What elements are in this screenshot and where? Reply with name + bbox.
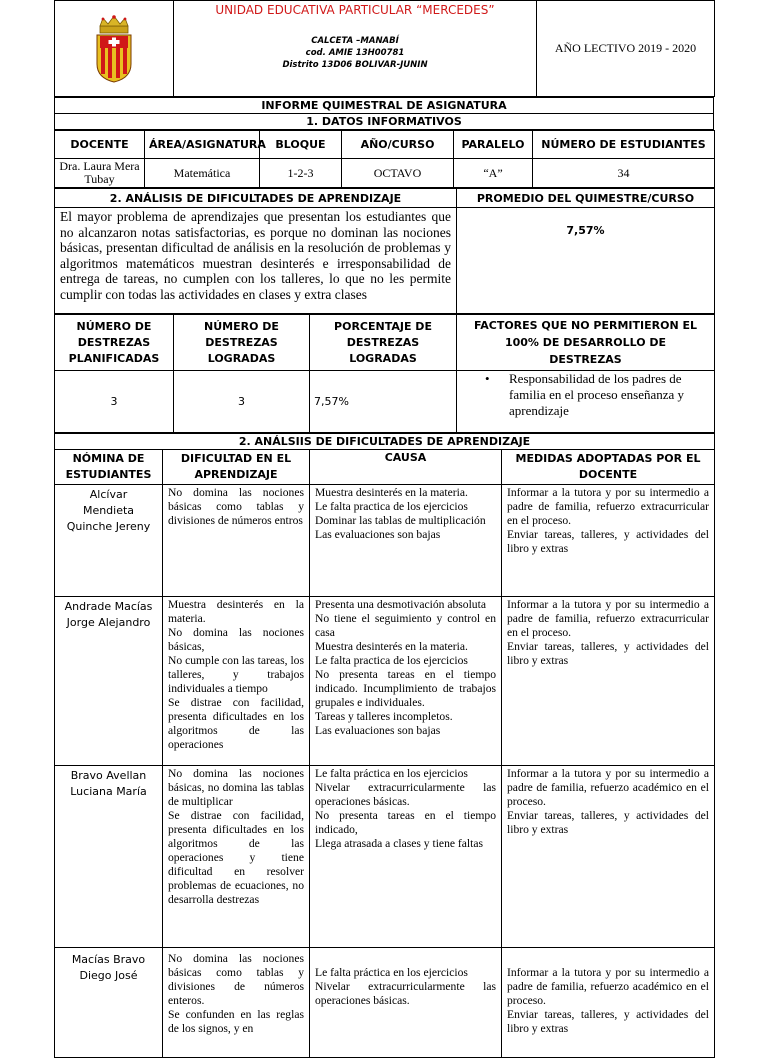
student-cause: Muestra desinterés en la materia. Le falta practica de los ejercicios Dominar las tablas de multiplicación Las evaluaciones son bajas bbox=[310, 485, 502, 597]
school-amie-code: cod. AMIE 13H00781 bbox=[305, 48, 405, 58]
school-name: UNIDAD EDUCATIVA PARTICULAR “MERCEDES” bbox=[215, 3, 495, 17]
skills-table bbox=[54, 314, 715, 433]
info-teacher: Dra. Laura Mera Tubay bbox=[55, 159, 145, 188]
table-row bbox=[55, 597, 715, 766]
student-name: Macías Bravo Diego José bbox=[55, 948, 163, 1058]
school-crest-icon bbox=[92, 14, 136, 84]
info-student-count: 34 bbox=[533, 159, 715, 188]
section1-title: 1. DATOS INFORMATIVOS bbox=[55, 114, 714, 130]
col-header-students: NÓMINA DE ESTUDIANTES bbox=[55, 450, 163, 485]
student-difficulty: No domina las nociones básicas, no domina las tablas de multiplicar Se distrae con facilidad, presenta dificultades en los algoritmos de las operaciones y tiene dificultad en resolver problemas de ecuaciones, no desarrolla destrezas bbox=[163, 766, 310, 948]
report-title: INFORME QUIMESTRAL DE ASIGNATURA bbox=[55, 98, 714, 114]
skills-header-planned: NÚMERO DE DESTREZAS PLANIFICADAS bbox=[55, 315, 174, 371]
student-name: Andrade Macías Jorge Alejandro bbox=[55, 597, 163, 766]
school-year-cell bbox=[537, 1, 715, 97]
skills-factor-item bbox=[457, 371, 715, 433]
student-measures: Informar a la tutora y por su intermedio a padre de familia, refuerzo extracurricular en el proceso. Enviar tareas, talleres, y actividades del libro y extras bbox=[502, 597, 715, 766]
table-row bbox=[55, 948, 715, 1058]
info-header-course: AÑO/CURSO bbox=[342, 131, 454, 159]
skills-percentage: 7,57% bbox=[310, 371, 457, 433]
difficulties-table bbox=[54, 433, 715, 1058]
col-header-measures: MEDIDAS ADOPTADAS POR EL DOCENTE bbox=[502, 450, 715, 485]
info-header-area: ÁREA/ASIGNATURA bbox=[145, 131, 260, 159]
student-measures: Informar a la tutora y por su intermedio a padre de familia, refuerzo académico en el proceso. Enviar tareas, talleres, y actividades del libro y extras bbox=[502, 766, 715, 948]
skills-factor-text: Responsabilidad de los padres de familia en el proceso enseñanza y aprendizaje bbox=[509, 371, 685, 418]
skills-header-achieved: NÚMERO DE DESTREZAS LOGRADAS bbox=[174, 315, 310, 371]
student-measures: Informar a la tutora y por su intermedio a padre de familia, refuerzo académico en el proceso. Enviar tareas, talleres, y actividades del libro y extras bbox=[502, 948, 715, 1058]
skills-achieved: 3 bbox=[174, 371, 310, 433]
skills-planned: 3 bbox=[55, 371, 174, 433]
info-block: 1-2-3 bbox=[260, 159, 342, 188]
info-course: OCTAVO bbox=[342, 159, 454, 188]
average-title: PROMEDIO DEL QUIMESTRE/CURSO bbox=[457, 189, 715, 208]
analysis-table bbox=[54, 188, 715, 314]
info-table bbox=[54, 130, 715, 188]
analysis-title: 2. ANÁLISIS DE DIFICULTADES DE APRENDIZAJE bbox=[55, 189, 457, 208]
school-info-cell bbox=[174, 1, 537, 97]
school-city: CALCETA –MANABÍ bbox=[311, 36, 399, 46]
student-measures: Informar a la tutora y por su intermedio a padre de familia, refuerzo extracurricular en el proceso. Enviar tareas, talleres, y actividades del libro y extras bbox=[502, 485, 715, 597]
student-cause: Le falta práctica en los ejercicios Nivelar extracurricularmente las operaciones básicas. bbox=[310, 948, 502, 1058]
skills-header-factors: FACTORES QUE NO PERMITIERON EL 100% DE DESARROLLO DE DESTREZAS bbox=[457, 315, 715, 371]
school-header bbox=[54, 0, 715, 97]
student-difficulty: Muestra desinterés en la materia. No domina las nociones básicas, No cumple con las tareas, los talleres, y trabajos individuales a tiempo Se distrae con facilidad, presenta dificultades en los algoritmos de las operaciones bbox=[163, 597, 310, 766]
col-header-difficulty: DIFICULTAD EN EL APRENDIZAJE bbox=[163, 450, 310, 485]
info-parallel: “A” bbox=[454, 159, 533, 188]
info-header-block: BLOQUE bbox=[260, 131, 342, 159]
bullet-icon: • bbox=[485, 371, 490, 386]
difficulties-title: 2. ANÁLSIIS DE DIFICULTADES DE APRENDIZAJE bbox=[55, 434, 715, 450]
skills-header-percentage: PORCENTAJE DE DESTREZAS LOGRADAS bbox=[310, 315, 457, 371]
school-district: Distrito 13D06 BOLIVAR-JUNIN bbox=[282, 60, 428, 70]
table-row bbox=[55, 485, 715, 597]
report-title-table bbox=[54, 97, 714, 130]
crest-cell bbox=[55, 1, 174, 97]
student-cause: Le falta práctica en los ejercicios Nivelar extracurricularmente las operaciones básicas. No presenta tareas en el tiempo indicado, Llega atrasada a clases y tiene faltas bbox=[310, 766, 502, 948]
student-difficulty: No domina las nociones básicas como tablas y divisiones de números entros bbox=[163, 485, 310, 597]
info-header-parallel: PARALELO bbox=[454, 131, 533, 159]
student-name: Alcívar Mendieta Quinche Jereny bbox=[55, 485, 163, 597]
student-difficulty: No domina las nociones básicas como tablas y divisiones de números enteros. Se confunden en las reglas de los signos, y en bbox=[163, 948, 310, 1058]
analysis-text: El mayor problema de aprendizajes que presentan los estudiantes que no alcanzaron notas satisfactorias, es porque no dominan las nociones básicas, presentan dificultad de análisis en la resolución de problemas y algoritmos matemáticos muestran desinterés e irresponsabilidad de entrega de tareas, no cumplen con los talleres, lo que no les permite cumplir con todas las actividades en clases y extra clases bbox=[55, 208, 457, 314]
quimester-average: 7,57% bbox=[457, 208, 715, 314]
info-header-teacher: DOCENTE bbox=[55, 131, 145, 159]
student-name: Bravo Avellan Luciana María bbox=[55, 766, 163, 948]
table-row bbox=[55, 766, 715, 948]
school-year: AÑO LECTIVO 2019 - 2020 bbox=[554, 41, 697, 55]
report-page bbox=[54, 0, 714, 1058]
info-header-students: NÚMERO DE ESTUDIANTES bbox=[533, 131, 715, 159]
info-area: Matemática bbox=[145, 159, 260, 188]
student-cause: Presenta una desmotivación absoluta No tiene el seguimiento y control en casa Muestra desinterés en la materia. Le falta practica de los ejercicios No presenta tareas en el tiempo indicado. Incumplimiento de trabajos grupales e individuales. Tareas y talleres incompletos. Las evaluaciones son bajas bbox=[310, 597, 502, 766]
col-header-cause: CAUSA bbox=[310, 450, 502, 485]
